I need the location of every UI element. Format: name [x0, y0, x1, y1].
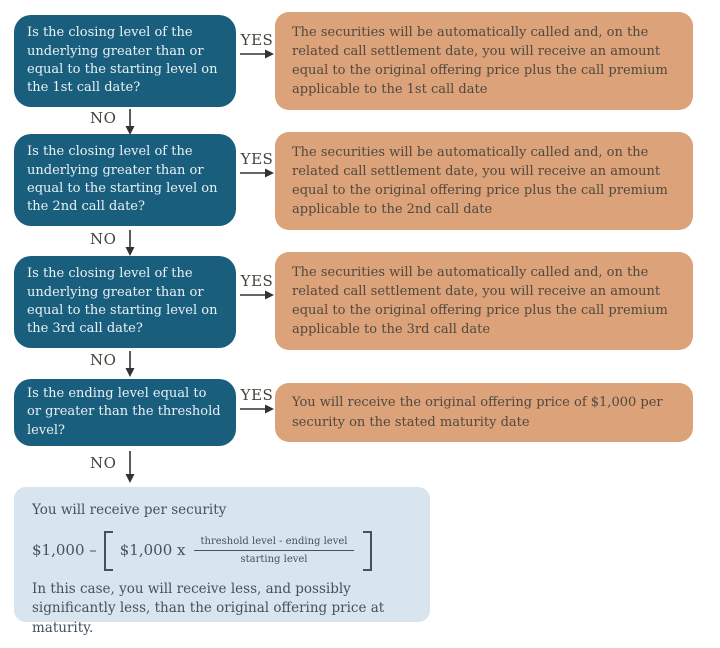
no-label-3: NO: [90, 350, 117, 369]
yes-connector-3: [238, 274, 276, 301]
yes-arrow-icon-3: [240, 289, 274, 301]
yes-arrow-icon-1: [240, 48, 274, 60]
question-box-4: [14, 379, 236, 446]
question-box-3: [14, 256, 236, 348]
final-intro: You will receive per security: [32, 502, 227, 518]
outcome-box-1: [275, 12, 693, 110]
outcome-box-3: [275, 252, 693, 350]
final-outcome-box: [14, 487, 430, 636]
yes-connector-2: [238, 152, 276, 179]
outcome-box-4: [275, 383, 693, 442]
formula-fraction: [194, 534, 353, 567]
yes-connector-1: [238, 33, 276, 60]
outcome-text-2: The securities will be automatically called and, on the related call settlement date, you will receive an amount equal to the original offering price plus the call premium applicable to the 2nd call date: [292, 144, 668, 218]
outcome-text-4: You will receive the original offering price of $1,000 per security on the stated maturity date: [292, 395, 663, 430]
no-connector-1: [90, 109, 136, 135]
no-connector-3: [90, 351, 136, 377]
question-text-3: Is the closing level of the underlying greater than or equal to the starting level on the 3rd call date?: [27, 266, 218, 337]
yes-label-1: YES: [240, 31, 274, 49]
question-box-2: [14, 134, 236, 226]
formula-inner-lead: $1,000 x: [119, 540, 186, 559]
yes-label-3: YES: [240, 272, 274, 290]
outcome-text-3: The securities will be automatically called and, on the related call settlement date, you will receive an amount equal to the original offering price plus the call premium applicable to the 3rd call date: [292, 264, 668, 338]
question-box-1: [14, 15, 236, 107]
no-label-2: NO: [90, 229, 117, 248]
no-arrow-icon-2: [124, 230, 136, 256]
no-label-4: NO: [90, 453, 117, 472]
no-label-1: NO: [90, 108, 117, 127]
no-connector-2: [90, 230, 136, 256]
no-arrow-icon-3: [124, 351, 136, 377]
outcome-text-1: The securities will be automatically called and, on the related call settlement date, you will receive an amount equal to the original offering price plus the call premium applicable to the 1st call date: [292, 24, 668, 98]
no-arrow-icon-1: [124, 109, 136, 135]
yes-label-4: YES: [240, 386, 274, 404]
yes-arrow-icon-2: [240, 167, 274, 179]
yes-arrow-icon-4: [240, 403, 274, 415]
question-text-4: Is the ending level equal to or greater than the threshold level?: [27, 385, 221, 438]
payout-formula: [32, 531, 412, 571]
fraction-numerator: threshold level - ending level: [194, 534, 353, 551]
left-bracket: [104, 531, 113, 571]
right-bracket: [363, 531, 372, 571]
question-text-1: Is the closing level of the underlying greater than or equal to the starting level on the 1st call date?: [27, 25, 218, 96]
final-note: In this case, you will receive less, and possibly significantly less, than the original offering price at maturity.: [32, 580, 385, 636]
yes-connector-4: [238, 388, 276, 415]
question-text-2: Is the closing level of the underlying greater than or equal to the starting level on the 2nd call date?: [27, 144, 218, 215]
fraction-denominator: starting level: [240, 554, 308, 566]
formula-lead: $1,000 –: [32, 540, 97, 559]
no-connector-4: [90, 451, 136, 483]
yes-label-2: YES: [240, 150, 274, 168]
outcome-box-2: [275, 132, 693, 230]
no-arrow-icon-4: [124, 451, 136, 483]
